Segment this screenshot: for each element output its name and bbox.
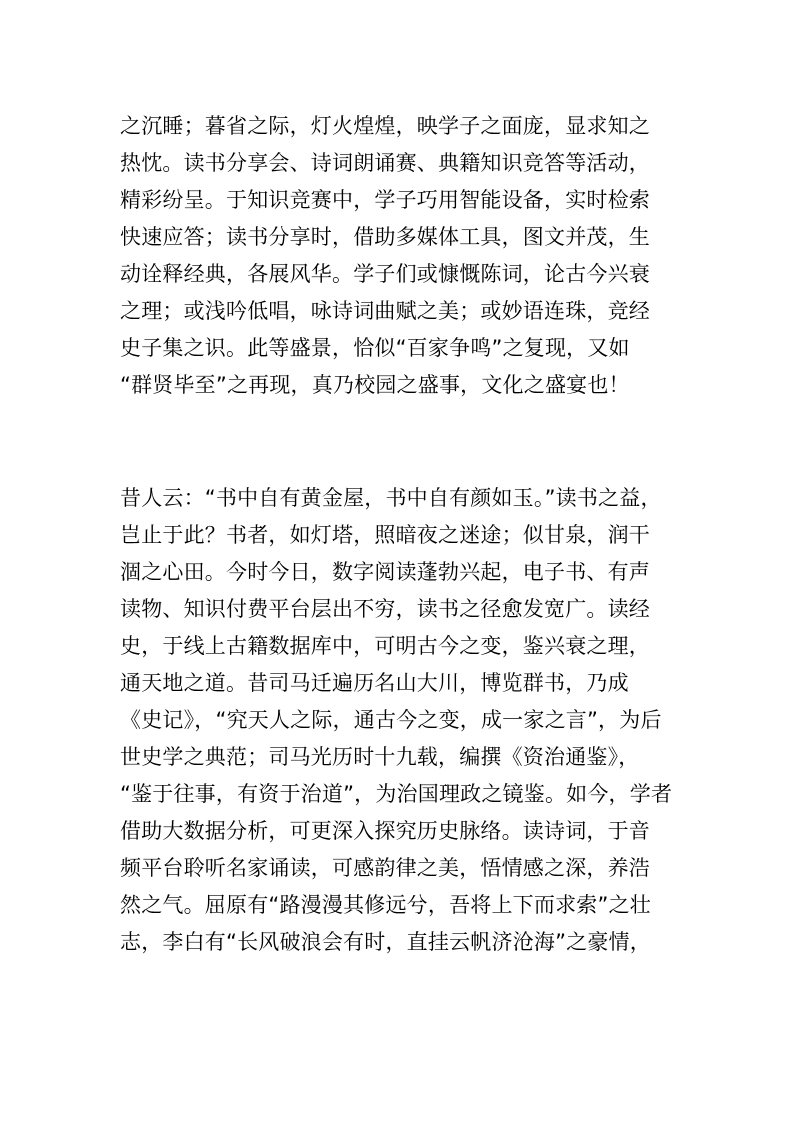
text-line: 快速应答；读书分享时，借助多媒体工具，图文并茂，生 [120,225,650,249]
text-line: 之沉睡；暮省之际，灯火煌煌，映学子之面庞，显求知之 [120,114,650,138]
text-line: 昔人云：“书中自有黄金屋，书中自有颜如玉。”读书之益， [120,486,662,510]
text-line: 借助大数据分析，可更深入探究历史脉络。读诗词，于音 [120,819,650,843]
text-line: 《史记》，“究天人之际，通古今之变，成一家之言”，为后 [120,708,662,732]
text-line: 通天地之道。昔司马迁遍历名山大川，博览群书，乃成 [120,671,629,695]
text-line: 精彩纷呈。于知识竞赛中，学子巧用智能设备，实时检索 [120,188,650,212]
text-line: 岂止于此？书者，如灯塔，照暗夜之迷途；似甘泉，润干 [120,523,650,547]
text-line: 读物、知识付费平台层出不穷，读书之径愈发宽广。读经 [120,597,650,621]
text-line: 之理；或浅吟低唱，咏诗词曲赋之美；或妙语连珠，竞经 [120,299,650,323]
text-line: 涸之心田。今时今日，数字阅读蓬勃兴起，电子书、有声 [120,560,650,584]
text-line: 世史学之典范；司马光历时十九载，编撰《资治通鉴》， [120,745,640,769]
text-line: “群贤毕至”之再现，真乃校园之盛事，文化之盛宴也！ [120,373,630,397]
text-line: 志，李白有“长风破浪会有时，直挂云帆济沧海”之豪情， [120,930,651,954]
text-line: “鉴于往事，有资于治道”，为治国理政之镜鉴。如今，学者 [120,782,673,806]
text-line: 然之气。屈原有“路漫漫其修远兮，吾将上下而求索”之壮 [120,893,651,917]
text-line: 动诠释经典，各展风华。学子们或慷慨陈词，论古今兴衰 [120,262,650,286]
text-line: 史，于线上古籍数据库中，可明古今之变，鉴兴衰之理， [120,634,650,658]
paragraph-value-of-reading [120,480,680,961]
text-line: 热忱。读书分享会、诗词朗诵赛、典籍知识竞答等活动， [120,151,650,175]
text-line: 史子集之识。此等盛景，恰似“百家争鸣”之复现，又如 [120,336,630,360]
paragraph-campus-activities [120,108,680,404]
text-line: 频平台聆听名家诵读，可感韵律之美，悟情感之深，养浩 [120,856,650,880]
